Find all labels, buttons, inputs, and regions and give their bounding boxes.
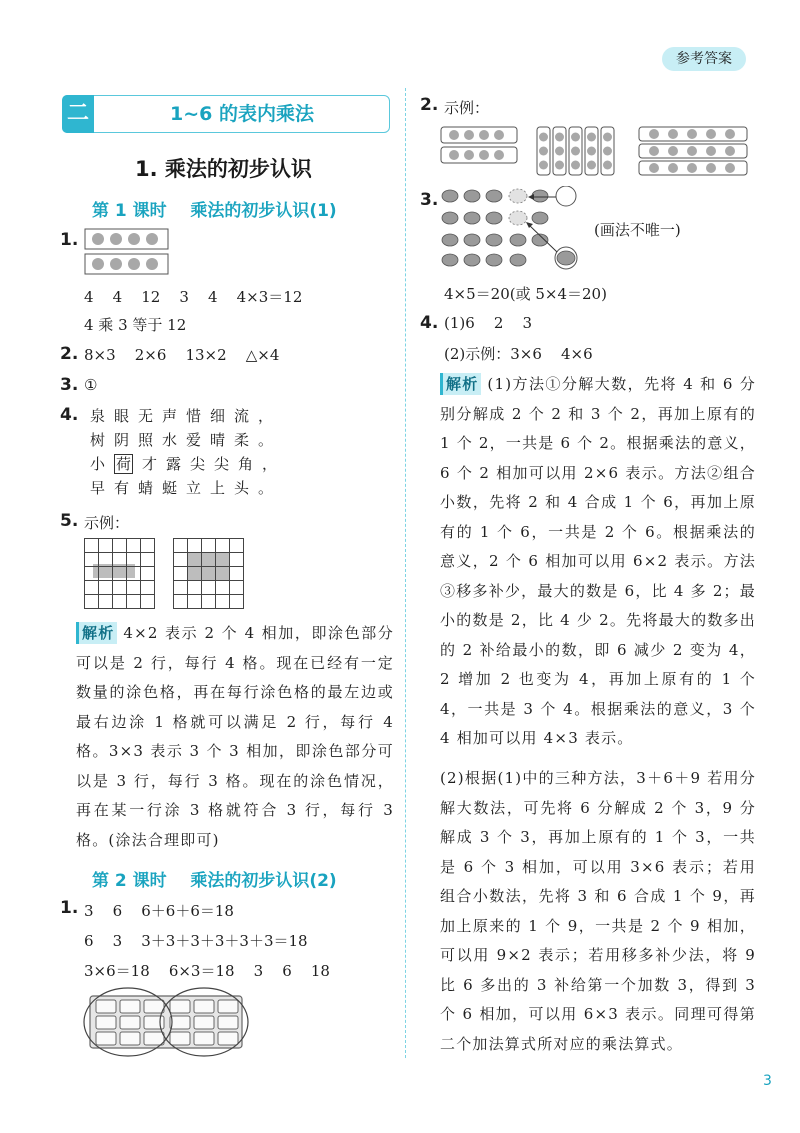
q4-answer-2: (2)示例：3×6 4×6: [444, 345, 593, 363]
analysis-block-3: (2)根据(1)中的三种方法，3＋6＋9 若用分解大数法，可先将 6 分解成 2 个 3，9 分解成 3 个 3，再加上原有的 1 个 3，一共是 6 个 3 相加，可以用 3×6 表示；若用组合小数法，先将 3 和 6 合成 1 个 9，再加上原来的 1 个 9，一共是 2 个 9 相加，可以用 9×2 表示；若用移多补少法，将 9 比 6 多出的 3 补给第一个加数 3，得到 3 个 6 相加，可以用 6×3 表示。同理可得第二个加法算式所对应的乘法算式。: [440, 769, 756, 1053]
dot-boxes-figure: [84, 228, 170, 276]
mushroom-row-3: [442, 234, 548, 246]
answer-key-tag: 参考答案: [662, 47, 746, 71]
boxes-in-tray-figure: [82, 986, 254, 1058]
lesson2-q1-line-3: 3×6＝18 6×3＝18 3 6 18: [84, 962, 330, 980]
poem-line-3-start: 小: [90, 455, 115, 473]
chapter-number: 二: [62, 95, 94, 133]
grouped-dots-figure: [440, 124, 750, 178]
q3-answer: 4×5＝20(或 5×4＝20): [444, 285, 607, 303]
poem: [90, 404, 286, 500]
boxed-character: 荷: [116, 455, 132, 473]
q5-label: 示例：: [84, 514, 130, 532]
right-question-2-number: 2.: [420, 95, 439, 115]
mushroom-figure: [440, 186, 580, 272]
question-2-number: 2.: [60, 344, 79, 364]
poem-line-2: 树阴照水爱晴柔。: [90, 431, 283, 449]
lesson-2-title: 第 2 课时 乘法的初步认识(2): [92, 871, 337, 891]
section-title: 1. 乘法的初步认识: [135, 157, 312, 181]
analysis-block-2: [440, 370, 756, 754]
q2-answer: 8×3 2×6 13×2 △×4: [84, 346, 280, 364]
lesson2-question-1-number: 1.: [60, 898, 79, 918]
grid-right: [174, 539, 244, 609]
q1-answer-line-1: 4 4 12 3 4 4×3＝12: [84, 288, 303, 306]
q1-answer-line-2: 4 乘 3 等于 12: [84, 316, 187, 334]
analysis-text-2: (1)方法①分解大数，先将 4 和 6 分别分解成 2 个 2 和 3 个 2，再加上原有的 1 个 2，一共是 6 个 2。根据乘法的意义，6 个 2 相加可以用 2×6 表示。方法②组合小数，先将 2 和 4 合成 1 个 6，再加上原有的 1 个 6，一共是 2 个 6。根据乘法的意义，2 个 6 相加可以用 6×2 表示。方法③移多补少，最大的数是 6，比 4 多 2；最小的数是 2，比 4 少 2。先将最大的数多出的 2 补给最小的数，即 6 减少 2 变为 4，2 增加 2 也变为 4，再加上原有的 1 个 4，一共是 3 个 4。根据乘法的意义，3 个 4 相加可以用 4×3 表示。: [440, 375, 756, 747]
chapter-title: 1~6 的表内乘法: [170, 103, 314, 125]
question-3-number: 3.: [60, 375, 79, 395]
question-4-number: 4.: [60, 405, 79, 425]
right-question-4-number: 4.: [420, 313, 439, 333]
poem-line-1: 泉眼无声惜细流，: [90, 407, 283, 425]
question-5-number: 5.: [60, 511, 79, 531]
q3-answer: ①: [84, 376, 98, 394]
analysis-block-1: [76, 619, 394, 855]
group-c: [639, 127, 747, 175]
page-number: 3: [763, 1073, 772, 1089]
group-b: [537, 127, 614, 175]
group-a: [441, 127, 517, 163]
right-q2-label: 示例：: [444, 99, 490, 117]
right-question-3-number: 3.: [420, 190, 439, 210]
mushroom-row-2: [442, 212, 548, 224]
analysis-tag-2: 解析: [440, 373, 481, 395]
question-1-number: 1.: [60, 230, 79, 250]
q3-note: (画法不唯一): [594, 221, 681, 239]
column-divider: [405, 88, 406, 1058]
poem-line-3: [90, 452, 286, 476]
q4-answer-1: (1)6 2 3: [444, 314, 533, 332]
poem-line-4: 早有蜻蜓立上头。: [90, 479, 283, 497]
shaded-grids-figure: [84, 538, 254, 611]
analysis-text: 4×2 表示 2 个 4 相加，即涂色部分可以是 2 行，每行 4 格。现在已经有一定数量的涂色格，再在每行涂色格的最左边或最右边涂 1 格就可以满足 2 行，每行 4 格。3×3 表示 3 个 3 相加，即涂色部分可以是 3 行，每行 3 格。现在的涂色情况，再在某一行涂 3 格就符合 3 行，每行 3 格。(涂法合理即可): [76, 624, 394, 849]
poem-line-3-end: 才露尖尖角，: [142, 455, 287, 473]
lesson2-q1-line-1: 3 6 6＋6＋6＝18: [84, 902, 234, 920]
analysis-tag: 解析: [76, 622, 117, 644]
lesson-1-title: 第 1 课时 乘法的初步认识(1): [92, 201, 337, 221]
grid-left: [85, 539, 155, 609]
lesson2-q1-line-2: 6 3 3＋3＋3＋3＋3＋3＝18: [84, 932, 308, 950]
